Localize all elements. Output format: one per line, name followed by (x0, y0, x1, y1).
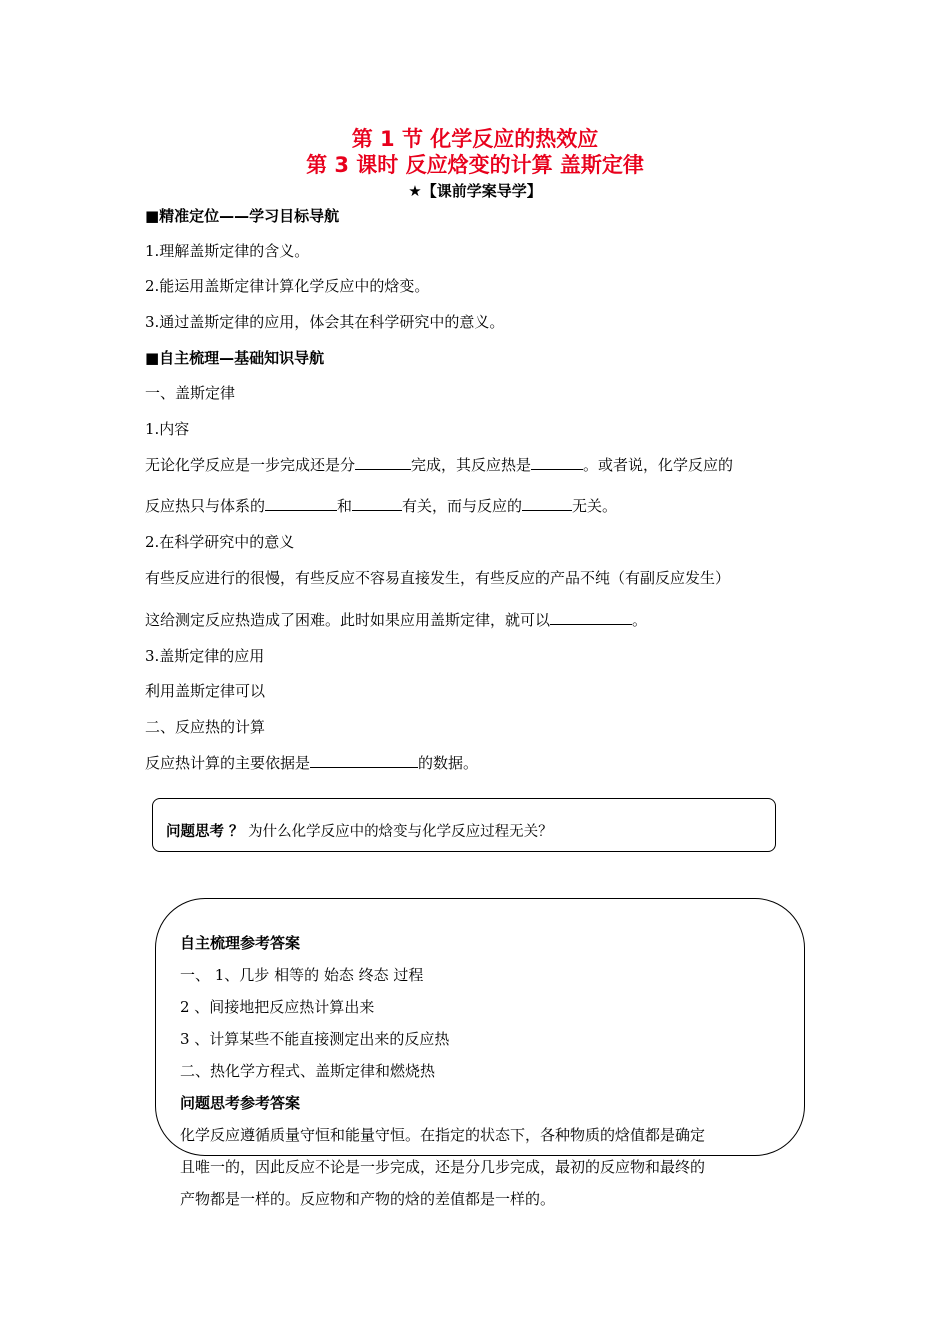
content-line-1-text-a: 无论化学反应是一步完成还是分 (145, 456, 356, 474)
blank-equal (531, 454, 583, 470)
calc-line-text-a: 反应热计算的主要依据是 (145, 754, 311, 772)
lesson-title: 第 3 课时 反应焓变的计算 盖斯定律 (306, 153, 644, 177)
blank-steps (355, 454, 411, 470)
meaning-line-2-text-b: 。 (632, 611, 648, 629)
goals-heading: ■精准定位——学习目标导航 (145, 207, 340, 225)
answer-line-4: 二、热化学方程式、盖斯定律和燃烧热 (180, 1062, 436, 1080)
question-line (166, 820, 553, 841)
meaning-line-2 (145, 609, 647, 630)
content-line-1 (145, 454, 733, 475)
question-text: 为什么化学反应中的焓变与化学反应过程无关？ (248, 824, 553, 840)
calc-line (145, 752, 478, 773)
blank-final-state (352, 495, 402, 511)
goal-item-2: 2.能运用盖斯定律计算化学反应中的焓变。 (145, 277, 430, 295)
answer-line-2: 2 、间接地把反应热计算出来 (180, 998, 375, 1016)
meaning-title: 2.在科学研究中的意义 (145, 533, 295, 551)
answer-line-1: 一、 1、几步 相等的 始态 终态 过程 (180, 966, 424, 984)
pre-class-subheading: ★【课前学案导学】 (408, 182, 542, 200)
answer-line-3: 3 、计算某些不能直接测定出来的反应热 (180, 1030, 450, 1048)
question-answer-line-3: 产物都是一样的。反应物和产物的焓的差值都是一样的。 (180, 1190, 556, 1208)
meaning-line-2-text-a: 这给测定反应热造成了困难。此时如果应用盖斯定律，就可以 (145, 611, 551, 629)
part1-title: 一、盖斯定律 (145, 384, 236, 402)
content-line-1-text-b: 完成，其反应热是 (411, 456, 532, 474)
question-answer-line-1: 化学反应遵循质量守恒和能量守恒。在指定的状态下，各种物质的焓值都是确定 (180, 1126, 706, 1144)
blank-initial-state (265, 495, 337, 511)
goal-item-1: 1.理解盖斯定律的含义。 (145, 242, 310, 260)
review-heading: ■自主梳理—基础知识导航 (145, 349, 325, 367)
goal-item-3: 3.通过盖斯定律的应用，体会其在科学研究中的意义。 (145, 313, 505, 331)
content-line-2-text-d: 无关。 (572, 497, 618, 515)
question-answer-heading: 问题思考参考答案 (180, 1094, 301, 1112)
application-line: 利用盖斯定律可以 (145, 682, 266, 700)
content-line-2-text-a: 反应热只与体系的 (145, 497, 266, 515)
content-line-1-text-c: 。或者说，化学反应的 (583, 456, 734, 474)
application-title: 3.盖斯定律的应用 (145, 647, 265, 665)
question-answer-line-2: 且唯一的，因此反应不论是一步完成，还是分几步完成，最初的反应物和最终的 (180, 1158, 706, 1176)
calc-line-text-b: 的数据。 (418, 754, 479, 772)
meaning-line-1: 有些反应进行的很慢，有些反应不容易直接发生，有些反应的产品不纯（有副反应发生） (145, 569, 731, 587)
section-title: 第 1 节 化学反应的热效应 (351, 127, 599, 151)
blank-indirect-calc (550, 609, 632, 625)
question-label: 问题思考 ？ (166, 824, 244, 840)
part2-title: 二、反应热的计算 (145, 718, 266, 736)
content-line-2-text-c: 有关，而与反应的 (402, 497, 523, 515)
blank-process (522, 495, 572, 511)
answers-heading: 自主梳理参考答案 (180, 934, 301, 952)
content-line-2-text-b: 和 (337, 497, 353, 515)
content-title: 1.内容 (145, 420, 190, 438)
content-line-2 (145, 495, 617, 516)
blank-calc-basis (310, 752, 418, 768)
